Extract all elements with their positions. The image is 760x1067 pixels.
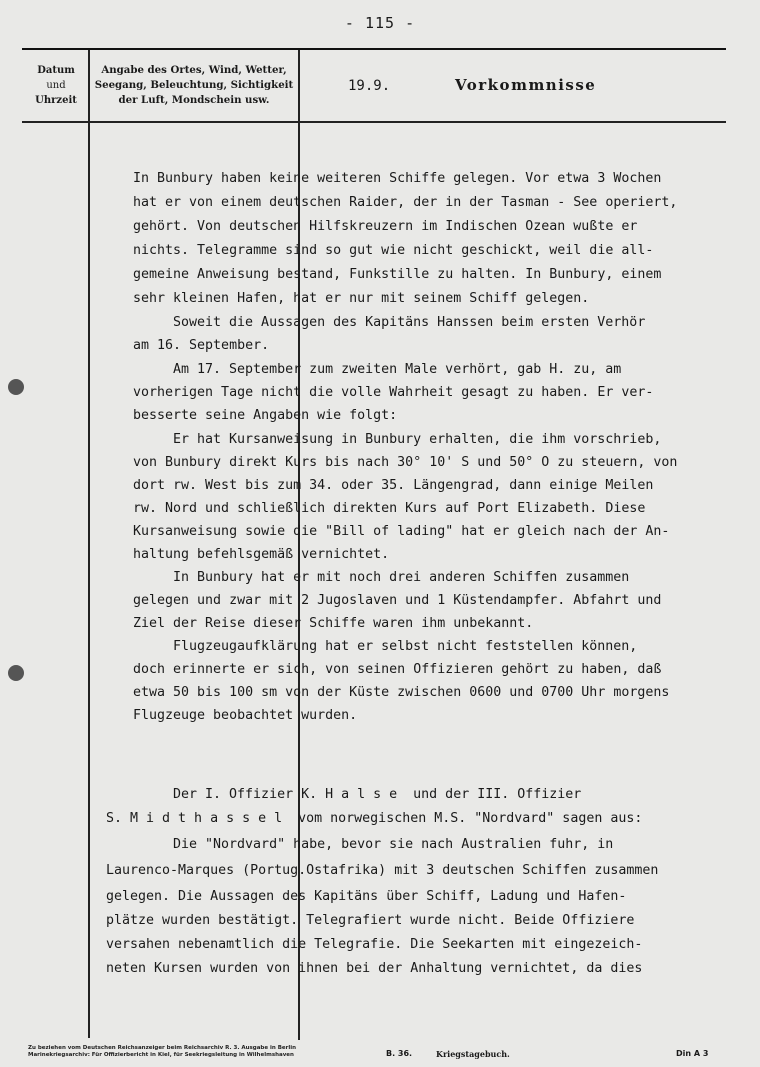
text-line: vorherigen Tage nicht die volle Wahrheit gesagt zu haben. Er ver- [133, 385, 654, 400]
text-line: von Bunbury direkt Kurs bis nach 30° 10' S und 50° O zu steuern, von [133, 455, 678, 470]
header-datum-line: Datum [37, 65, 75, 76]
text-line: doch erinnerte er sich, von seinen Offizieren gehört zu haben, daß [133, 662, 662, 677]
text-line: gelegen und zwar mit 2 Jugoslaven und 1 Küstendampfer. Abfahrt und [133, 593, 662, 608]
footer-din: Din A 3 [676, 1049, 709, 1058]
text-line: Der I. Offizier K. H a l s e und der III. Offizier [173, 787, 582, 802]
text-line: Flugzeuge beobachtet wurden. [133, 708, 358, 723]
text-line: etwa 50 bis 100 sm von der Küste zwischen 0600 und 0700 Uhr morgens [133, 685, 670, 700]
header-ort-line: der Luft, Mondschein usw. [118, 94, 270, 106]
text-line: nichts. Telegramme sind so gut wie nicht geschickt, weil die all- [133, 243, 654, 258]
text-line: Am 17. September zum zweiten Male verhört, gab H. zu, am [173, 362, 622, 377]
text-line: gehört. Von deutschen Hilfskreuzern im Indischen Ozean wußte er [133, 219, 638, 234]
text-line: Er hat Kursanweisung in Bunbury erhalten, die ihm vorschrieb, [173, 432, 662, 447]
text-line: besserte seine Angaben wie folgt: [133, 408, 398, 423]
page-number: - 115 - [344, 14, 416, 32]
text-line: versahen nebenamtlich die Telegrafie. Die Seekarten mit eingezeich- [106, 937, 643, 952]
column-divider-1 [88, 50, 90, 1038]
text-line: Flugzeugaufklärung hat er selbst nicht feststellen können, [173, 639, 638, 654]
footer-form-title: Kriegstagebuch. [436, 1049, 510, 1059]
text-line: neten Kursen wurden von ihnen bei der Anhaltung vernichtet, da dies [106, 961, 643, 976]
text-line: S. M i d t h a s s e l vom norwegischen M.S. "Nordvard" sagen aus: [106, 811, 643, 826]
header-vorkommnisse: Vorkommnisse [455, 76, 597, 94]
punch-hole [8, 665, 24, 681]
text-line: haltung befehlsgemäß vernichtet. [133, 547, 390, 562]
header-datum-line: Uhrzeit [35, 95, 77, 106]
header-datum-column [26, 63, 86, 108]
punch-hole [8, 379, 24, 395]
text-line: plätze wurden bestätigt. Telegrafiert wurde nicht. Beide Offiziere [106, 913, 635, 928]
footer-imprint-line: Marinekriegsarchiv: Für Offizierbericht in Kiel, für Seekriegsleitung in Wilhelmshaven [28, 1052, 294, 1058]
text-line: sehr kleinen Hafen, hat er nur mit seinem Schiff gelegen. [133, 291, 590, 306]
text-line: In Bunbury hat er mit noch drei anderen Schiffen zusammen [173, 570, 630, 585]
text-line: Soweit die Aussagen des Kapitäns Hanssen beim ersten Verhör [173, 315, 646, 330]
header-bottom-rule [22, 121, 726, 123]
text-line: gelegen. Die Aussagen des Kapitäns über Schiff, Ladung und Hafen- [106, 889, 627, 904]
text-line: Kursanweisung sowie die "Bill of lading" hat er gleich nach der An- [133, 524, 670, 539]
header-ort-column [92, 63, 296, 108]
footer-imprint [28, 1045, 368, 1059]
text-line: Die "Nordvard" habe, bevor sie nach Australien fuhr, in [173, 837, 614, 852]
header-datum-line: und [46, 80, 66, 91]
footer-form-number: B. 36. [386, 1049, 413, 1058]
header-ort-line: Seegang, Beleuchtung, Sichtigkeit [94, 79, 294, 91]
header-ort-line: Angabe des Ortes, Wind, Wetter, [101, 64, 287, 76]
text-line: am 16. September. [133, 338, 270, 353]
text-line: rw. Nord und schließlich direkten Kurs auf Port Elizabeth. Diese [133, 501, 646, 516]
footer-imprint-line: Zu beziehen vom Deutschen Reichsanzeiger beim Reichsarchiv R. 3. Ausgabe in Berlin [28, 1045, 297, 1051]
text-line: hat er von einem deutschen Raider, der in der Tasman - See operiert, [133, 195, 678, 210]
text-line: Ziel der Reise dieser Schiffe waren ihm unbekannt. [133, 616, 534, 631]
text-line: In Bunbury haben keine weiteren Schiffe gelegen. Vor etwa 3 Wochen [133, 171, 662, 186]
text-line: Laurenco-Marques (Portug.Ostafrika) mit 3 deutschen Schiffen zusammen [106, 863, 659, 878]
header-top-rule [22, 48, 726, 50]
entry-date: 19.9. [348, 78, 391, 94]
text-line: dort rw. West bis zum 34. oder 35. Längengrad, dann einige Meilen [133, 478, 654, 493]
text-line: gemeine Anweisung bestand, Funkstille zu halten. In Bunbury, einem [133, 267, 662, 282]
